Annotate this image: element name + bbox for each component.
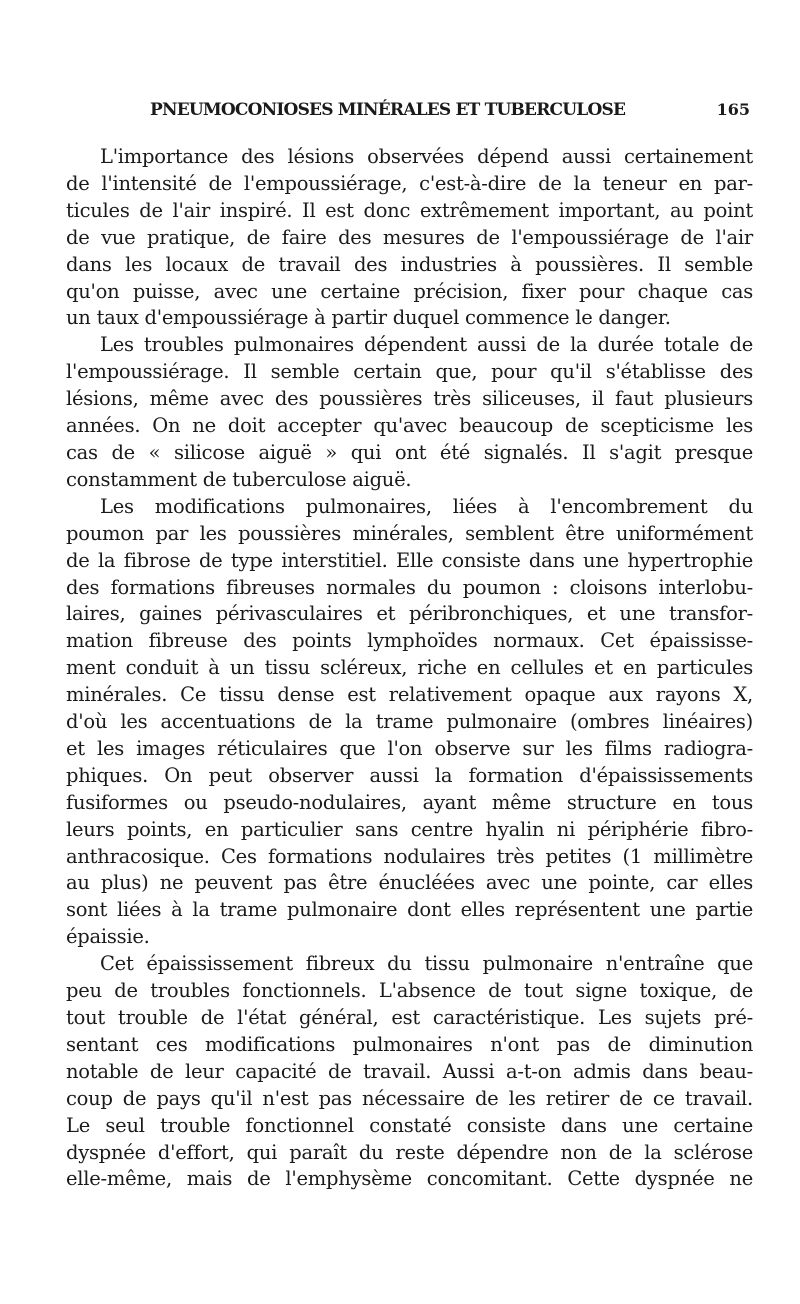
text-line: leurs points, en particulier sans centre hyalin ni périphérie fibro- [66, 817, 753, 841]
text-line: peu de troubles fonctionnels. L'absence de tout signe toxique, de [66, 979, 753, 1003]
text-line: laires, gaines périvasculaires et péribronchiques, et une transfor- [66, 602, 753, 626]
text-line: ticules de l'air inspiré. Il est donc extrêmement important, au point [66, 198, 753, 222]
text-line: minérales. Ce tissu dense est relativement opaque aux rayons X, [66, 683, 753, 707]
text-line: dyspnée d'effort, qui paraît du reste dépendre non de la sclérose [66, 1140, 753, 1164]
text-line: coup de pays qu'il n'est pas nécessaire de les retirer de ce travail. [66, 1086, 753, 1110]
text-line: ment conduit à un tissu scléreux, riche en cellules et en particules [66, 656, 753, 680]
text-line: au plus) ne peuvent pas être énucléées avec une pointe, car elles [66, 871, 753, 895]
text-line: constamment de tuberculose aiguë. [66, 467, 412, 491]
text-line: sentant ces modifications pulmonaires n'ont pas de diminution [66, 1032, 753, 1056]
text-line: et les images réticulaires que l'on observe sur les films radiogra- [66, 736, 753, 760]
text-line: mation fibreuse des points lymphoïdes normaux. Cet épaississe- [66, 629, 753, 653]
text-line: Les modifications pulmonaires, liées à l'encombrement du [100, 494, 753, 518]
text-line: lésions, même avec des poussières très siliceuses, il faut plusieurs [66, 387, 753, 411]
text-line: elle-même, mais de l'emphysème concomitant. Cette dyspnée ne [66, 1167, 753, 1191]
text-line: notable de leur capacité de travail. Aussi a-t-on admis dans beau- [66, 1059, 753, 1083]
text-line: Le seul trouble fonctionnel constaté consiste dans une certaine [66, 1113, 753, 1137]
body-text [66, 144, 753, 1193]
text-line: de l'intensité de l'empoussiérage, c'est-à-dire de la teneur en par- [66, 171, 753, 195]
text-line: de la fibrose de type interstitiel. Elle consiste dans une hypertrophie [66, 548, 753, 572]
text-line: années. On ne doit accepter qu'avec beaucoup de scepticisme les [66, 414, 753, 438]
text-line: Cet épaississement fibreux du tissu pulmonaire n'entraîne que [100, 952, 753, 976]
text-line: des formations fibreuses normales du poumon : cloisons interlobu- [66, 575, 753, 599]
text-line: dans les locaux de travail des industries à poussières. Il semble [66, 252, 753, 276]
text-line: un taux d'empoussiérage à partir duquel commence le danger. [66, 306, 671, 330]
text-line: sont liées à la trame pulmonaire dont elles représentent une partie [66, 898, 753, 922]
text-line: qu'on puisse, avec une certaine précision, fixer pour chaque cas [66, 279, 753, 303]
text-line: phiques. On peut observer aussi la formation d'épaississements [66, 763, 753, 787]
paragraph-3 [66, 494, 753, 951]
text-line: épaissie. [66, 925, 150, 949]
running-title: PNEUMOCONIOSES MINÉRALES ET TUBERCULOSE [150, 100, 626, 120]
text-line: L'importance des lésions observées dépend aussi certainement [100, 145, 753, 168]
text-line: Les troubles pulmonaires dépendent aussi de la durée totale de [100, 333, 753, 357]
text-line: de vue pratique, de faire des mesures de l'empoussiérage de l'air [66, 225, 753, 249]
paragraph-2 [66, 332, 753, 493]
text-line: tout trouble de l'état général, est caractéristique. Les sujets pré- [66, 1006, 753, 1029]
running-header [66, 100, 766, 130]
paragraph-4 [66, 951, 753, 1193]
paragraph-1 [66, 144, 753, 332]
text-line: d'où les accentuations de la trame pulmonaire (ombres linéaires) [66, 710, 753, 734]
text-line: poumon par les poussières minérales, semblent être uniformément [66, 521, 753, 545]
page-number: 165 [716, 100, 750, 119]
text-line: l'empoussiérage. Il semble certain que, pour qu'il s'établisse des [66, 360, 753, 384]
text-line: cas de « silicose aiguë » qui ont été signalés. Il s'agit presque [66, 440, 753, 464]
text-line: anthracosique. Ces formations nodulaires très petites (1 millimètre [66, 844, 753, 868]
text-line: fusiformes ou pseudo-nodulaires, ayant même structure en tous [66, 790, 753, 814]
